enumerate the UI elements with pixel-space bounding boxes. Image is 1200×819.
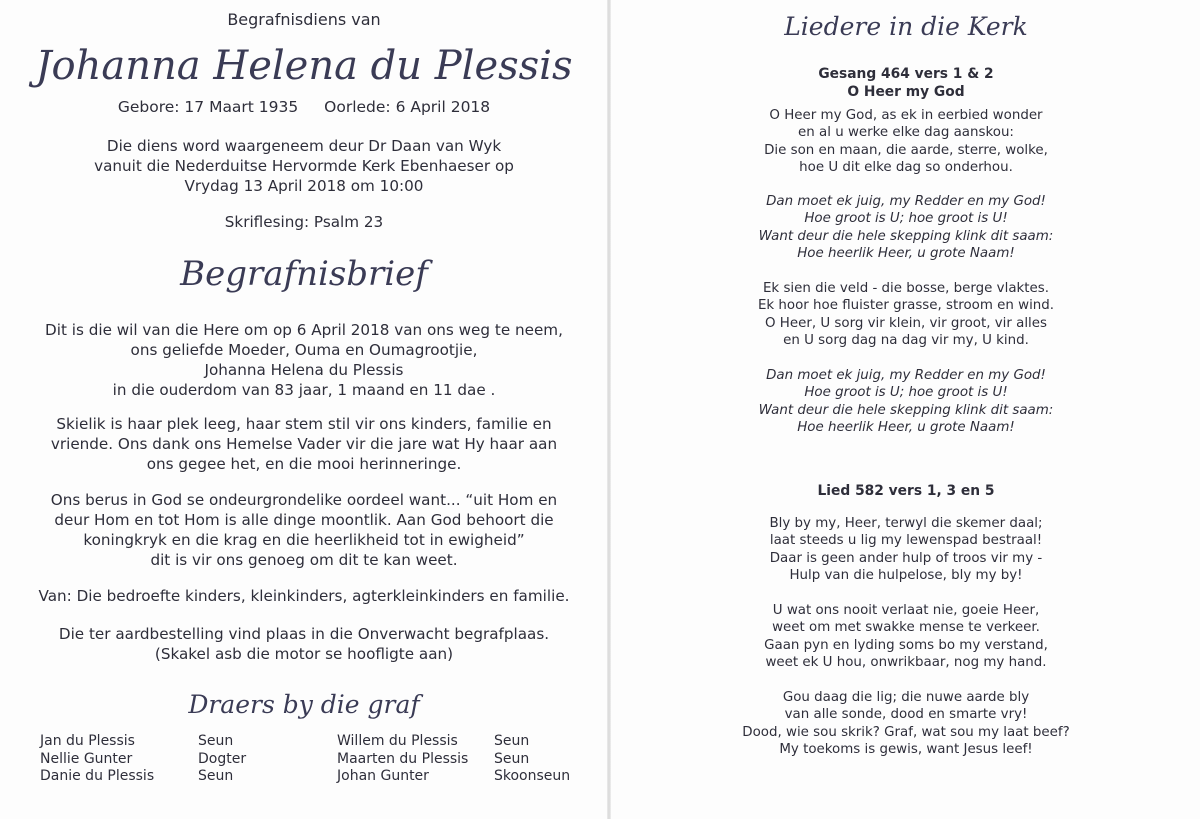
verse-line: laat steeds u lig my lewenspad bestraal! — [769, 533, 1043, 549]
burial-info — [0, 624, 608, 664]
verse-line: My toekoms is gewis, want Jesus leef! — [779, 742, 1033, 758]
service-line: vanuit die Nederduitse Hervormde Kerk Ebenhaeser op — [94, 157, 514, 175]
verse-line: Want deur die hele skepping klink dit saam: — [758, 402, 1054, 418]
paragraph-announcement — [0, 320, 608, 400]
text-line: dit is vir ons genoeg om dit te kan weet. — [150, 551, 458, 569]
verse-line: Hulp van die hulpelose, bly my by! — [789, 568, 1023, 584]
bearer-name: Jan du Plessis — [40, 733, 135, 749]
verse-line: Dan moet ek juig, my Redder en my God! — [766, 194, 1046, 209]
text-line: vriende. Ons dank ons Hemelse Vader vir die jare wat Hy haar aan — [50, 435, 558, 453]
bearers-names-col1 — [40, 733, 154, 786]
bearers-title: Draers by die graf — [188, 690, 420, 719]
bearer-name: Willem du Plessis — [337, 733, 458, 749]
bearer-role: Seun — [494, 733, 530, 749]
bearers-roles-col2 — [494, 733, 570, 786]
dates-line — [0, 98, 608, 116]
verse-line: Dan moet ek juig, my Redder en my God! — [766, 368, 1046, 383]
hymn1-verse2 — [612, 280, 1200, 350]
verse-line: Ek sien die veld - die bosse, berge vlaktes. — [762, 281, 1050, 296]
verse-line: Want deur die hele skepping klink dit saam: — [758, 228, 1054, 244]
bearer-role: Seun — [494, 750, 530, 767]
text-line: Ons berus in God se ondeurgrondelike oordeel want... “uit Hom en — [50, 491, 558, 509]
text-line: deur Hom en tot Hom is alle dinge moontlik. Aan God behoort die — [54, 511, 554, 529]
bearer-role: Skoonseun — [494, 768, 571, 784]
bearer-name: Maarten du Plessis — [337, 750, 469, 767]
service-line: Die diens word waargeneem deur Dr Daan van Wyk — [106, 137, 502, 155]
service-details — [0, 136, 608, 196]
verse-line: Gaan pyn en lyding soms bo my verstand, — [764, 637, 1048, 653]
page-fold — [607, 0, 611, 819]
hymn1-number: Gesang 464 vers 1 & 2 — [818, 66, 994, 82]
text-line: Die ter aardbestelling vind plaas in die Onverwacht begrafplaas. — [58, 625, 550, 643]
hymn2-verse5 — [612, 689, 1200, 759]
text-line: ons gegee het, en die mooi herinneringe. — [146, 455, 462, 473]
verse-line: O Heer, U sorg vir klein, vir groot, vir alles — [765, 315, 1047, 331]
verse-line: van alle sonde, dood en smarte vry! — [784, 707, 1028, 723]
verse-line: Ek hoor hoe fluister grasse, stroom en wind. — [757, 298, 1055, 314]
paragraph-remembrance — [0, 414, 608, 474]
bearer-name: Johan Gunter — [337, 768, 429, 784]
death-date: Oorlede: 6 April 2018 — [324, 98, 491, 116]
hymn1-chorus2 — [612, 367, 1200, 437]
hymn1-chorus1 — [612, 193, 1200, 263]
bearers-roles-col1 — [198, 733, 246, 786]
hymn1-heading — [612, 65, 1200, 101]
text-line: Dit is die wil van die Here om op 6 April 2018 van ons weg te neem, — [45, 321, 563, 339]
verse-line: Hoe heerlik Heer, u grote Naam! — [797, 246, 1015, 262]
verse-line: en U sorg dag na dag vir my, U kind. — [783, 333, 1029, 349]
birth-date: Gebore: 17 Maart 1935 — [117, 98, 299, 116]
hymn2-heading: Lied 582 vers 1, 3 en 5 — [817, 483, 995, 499]
verse-line: Hoe groot is U; hoe groot is U! — [804, 385, 1008, 401]
bearer-name: Danie du Plessis — [40, 768, 155, 784]
verse-line: Hoe heerlik Heer, u grote Naam! — [797, 420, 1015, 436]
hymn1-name: O Heer my God — [847, 84, 965, 100]
paragraph-faith — [0, 490, 608, 570]
verse-line: Hoe groot is U; hoe groot is U! — [804, 211, 1008, 227]
letter-title: Begrafnisbrief — [180, 254, 428, 294]
verse-line: weet om met swakke mense te verkeer. — [772, 620, 1040, 636]
verse-line: Dood, wie sou skrik? Graf, wat sou my laat beef? — [742, 724, 1070, 740]
deceased-name: Johanna Helena du Plessis — [35, 43, 573, 89]
text-line: Johanna Helena du Plessis — [204, 361, 404, 379]
bearer-role: Seun — [198, 733, 234, 749]
hymns-title: Liedere in die Kerk — [784, 12, 1028, 41]
text-line: (Skakel asb die motor se hoofligte aan) — [154, 645, 454, 663]
from-family: Van: Die bedroefte kinders, kleinkinders, agterkleinkinders en familie. — [38, 587, 570, 605]
verse-line: Gou daag die lig; die nuwe aarde bly — [782, 690, 1030, 705]
verse-line: U wat ons nooit verlaat nie, goeie Heer, — [772, 603, 1040, 618]
verse-line: Daar is geen ander hulp of troos vir my - — [769, 550, 1043, 566]
bearer-role: Seun — [198, 768, 234, 784]
bearers-names-col2 — [337, 733, 468, 786]
hymn2-verse3 — [612, 602, 1200, 672]
service-header: Begrafnisdiens van — [227, 10, 381, 29]
verse-line: Die son en maan, die aarde, sterre, wolke, — [764, 142, 1048, 158]
verse-line: en al u werke elke dag aanskou: — [798, 125, 1014, 141]
text-line: ons geliefde Moeder, Ouma en Oumagrootjie, — [130, 341, 478, 359]
bearer-name: Nellie Gunter — [40, 750, 133, 767]
text-line: in die ouderdom van 83 jaar, 1 maand en 11 dae . — [112, 381, 496, 399]
hymn2-verse1 — [612, 515, 1200, 585]
text-line: Skielik is haar plek leeg, haar stem stil vir ons kinders, familie en — [56, 415, 552, 433]
verse-line: O Heer my God, as ek in eerbied wonder — [769, 108, 1043, 123]
hymn1-verse1 — [612, 107, 1200, 177]
bearer-role: Dogter — [198, 750, 247, 767]
scripture-reading: Skriflesing: Psalm 23 — [224, 213, 384, 231]
text-line: koningkryk en die krag en die heerlikheid tot in ewigheid” — [83, 531, 525, 549]
right-page — [612, 0, 1200, 819]
verse-line: Bly by my, Heer, terwyl die skemer daal; — [769, 516, 1043, 531]
verse-line: hoe U dit elke dag so onderhou. — [799, 160, 1013, 176]
service-line: Vrydag 13 April 2018 om 10:00 — [184, 177, 424, 195]
verse-line: weet ek U hou, onwrikbaar, nog my hand. — [765, 655, 1047, 671]
